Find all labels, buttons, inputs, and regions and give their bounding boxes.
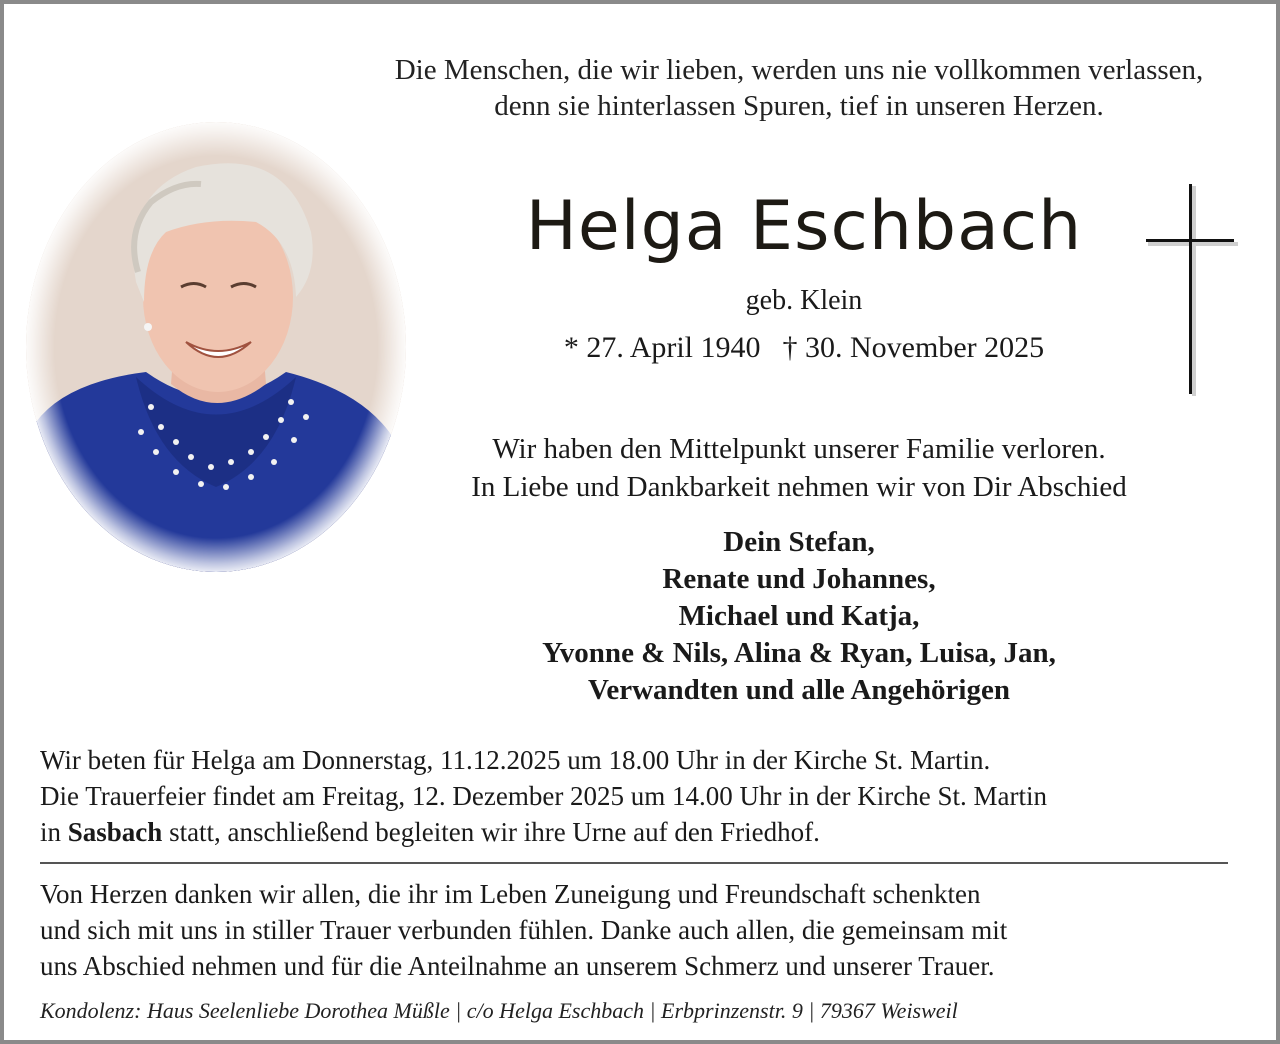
service-line-3-prefix: in	[40, 817, 62, 847]
service-line-3	[40, 814, 1240, 850]
mourner-line: Dein Stefan,	[723, 526, 875, 558]
farewell-line-1: Wir haben den Mittelpunkt unserer Familie verloren.	[492, 433, 1106, 465]
deceased-name: Helga Eschbach	[525, 187, 1083, 266]
mourner-line: Michael und Katja,	[678, 600, 920, 632]
thanks-text	[40, 876, 1240, 984]
quote-line-1: Die Menschen, die wir lieben, werden uns nie vollkommen verlassen,	[394, 54, 1204, 86]
service-info	[40, 742, 1240, 850]
birth-date: * 27. April 1940	[563, 331, 761, 364]
service-line-2: Die Trauerfeier findet am Freitag, 12. Dezember 2025 um 14.00 Uhr in der Kirche St. Martin	[40, 781, 1047, 811]
farewell-text	[334, 430, 1264, 506]
mourners-list	[334, 524, 1264, 709]
service-line-1: Wir beten für Helga am Donnerstag, 11.12.2025 um 18.00 Uhr in der Kirche St. Martin.	[40, 745, 991, 775]
service-line-3-suffix: statt, anschließend begleiten wir ihre Urne auf den Friedhof.	[169, 817, 820, 847]
mourner-line: Renate und Johannes,	[662, 563, 936, 595]
quote-line-2: denn sie hinterlassen Spuren, tief in unseren Herzen.	[494, 90, 1104, 122]
thanks-line-3: uns Abschied nehmen und für die Anteilnahme an unserem Schmerz und unserer Trauer.	[40, 951, 995, 981]
thanks-line-2: und sich mit uns in stiller Trauer verbunden fühlen. Danke auch allen, die gemeinsam mit	[40, 915, 1008, 945]
divider	[40, 862, 1228, 864]
farewell-line-2: In Liebe und Dankbarkeit nehmen wir von Dir Abschied	[471, 471, 1127, 503]
memorial-quote	[334, 52, 1264, 124]
maiden-name: geb. Klein	[745, 285, 863, 316]
condolence-address: Kondolenz: Haus Seelenliebe Dorothea Müßle | c/o Helga Eschbach | Erbprinzenstr. 9 | 79367 Weisweil	[40, 998, 958, 1023]
cross-icon	[1144, 182, 1240, 398]
mourner-line: Verwandten und alle Angehörigen	[588, 674, 1010, 706]
mourner-line: Yvonne & Nils, Alina & Ryan, Luisa, Jan,	[542, 637, 1056, 669]
service-place: Sasbach	[67, 817, 163, 847]
life-dates	[474, 330, 1134, 366]
thanks-line-1: Von Herzen danken wir allen, die ihr im Leben Zuneigung und Freundschaft schenkten	[40, 879, 981, 909]
death-date: † 30. November 2025	[782, 331, 1045, 364]
